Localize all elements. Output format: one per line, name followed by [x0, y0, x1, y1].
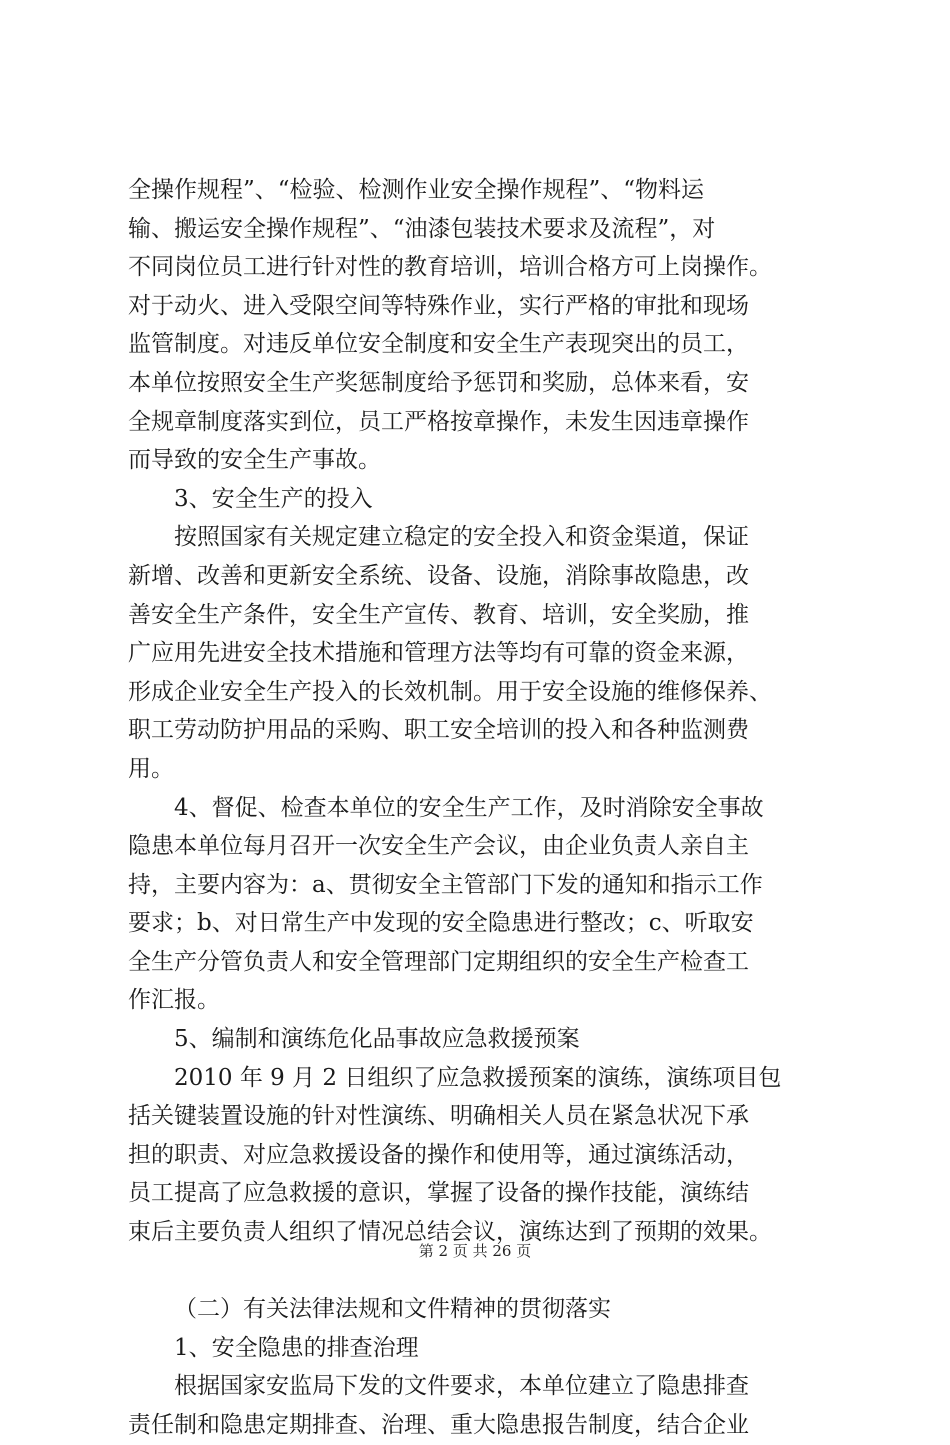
text-line: 隐患本单位每月召开一次安全生产会议，由企业负责人亲自主 [128, 833, 749, 860]
text-line: 形成企业安全生产投入的长效机制。用于安全设施的维修保养、 [128, 678, 772, 705]
text-line: （二）有关法律法规和文件精神的贯彻落实 [174, 1296, 611, 1323]
text-line: 监管制度。对违反单位安全制度和安全生产表现突出的员工， [128, 331, 749, 358]
text-line: 不同岗位员工进行针对性的教育培训，培训合格方可上岗操作。 [128, 254, 772, 281]
text-line: 用。 [128, 755, 174, 782]
text-line: 要求；b、对日常生产中发现的安全隐患进行整改；c、听取安 [128, 910, 754, 937]
text-line: 新增、改善和更新安全系统、设备、设施，消除事故隐患，改 [128, 562, 749, 589]
text-line: 善安全生产条件，安全生产宣传、教育、培训，安全奖励，推 [128, 601, 749, 628]
text-line: 全操作规程”、“检验、检测作业安全操作规程”、“物料运 [128, 177, 705, 203]
text-line: 持，主要内容为：a、贯彻安全主管部门下发的通知和指示工作 [128, 871, 763, 898]
text-line: 全规章制度落实到位，员工严格按章操作，未发生因违章操作 [128, 408, 749, 435]
text-line: 全生产分管负责人和安全管理部门定期组织的安全生产检查工 [128, 948, 749, 975]
text-line: 对于动火、进入受限空间等特殊作业，实行严格的审批和现场 [128, 292, 749, 319]
page-footer: 第 2 页 共 26 页 [418, 1242, 532, 1260]
text-line: 5、编制和演练危化品事故应急救援预案 [174, 1026, 580, 1053]
text-line: 担的职责、对应急救援设备的操作和使用等，通过演练活动， [128, 1141, 749, 1168]
text-line: 1、安全隐患的排查治理 [174, 1334, 419, 1361]
text-line: 按照国家有关规定建立稳定的安全投入和资金渠道，保证 [174, 524, 749, 551]
text-line: 括关键装置设施的针对性演练、明确相关人员在紧急状况下承 [128, 1103, 749, 1130]
text-line: 输、搬运安全操作规程”、“油漆包装技术要求及流程”，对 [128, 215, 716, 242]
text-line: 本单位按照安全生产奖惩制度给予惩罚和奖励，总体来看，安 [128, 369, 749, 396]
text-line: 根据国家安监局下发的文件要求，本单位建立了隐患排查 [174, 1373, 749, 1400]
text-line: 广应用先进安全技术措施和管理方法等均有可靠的资金来源， [128, 640, 749, 667]
text-line: 4、督促、检查本单位的安全生产工作，及时消除安全事故 [174, 794, 764, 821]
text-line: 3、安全生产的投入 [174, 485, 373, 512]
text-line: 职工劳动防护用品的采购、职工安全培训的投入和各种监测费 [128, 717, 749, 744]
text-line: 员工提高了应急救援的意识，掌握了设备的操作技能，演练结 [128, 1180, 749, 1207]
text-line: 责任制和隐患定期排查、治理、重大隐患报告制度，结合企业 [128, 1412, 749, 1438]
text-line: 束后主要负责人组织了情况总结会议，演练达到了预期的效果。 [128, 1219, 772, 1246]
text-line: 而导致的安全生产事故。 [128, 447, 381, 474]
text-line: 2010 年 9 月 2 日组织了应急救援预案的演练，演练项目包 [174, 1064, 782, 1091]
text-line: 作汇报。 [128, 987, 220, 1014]
